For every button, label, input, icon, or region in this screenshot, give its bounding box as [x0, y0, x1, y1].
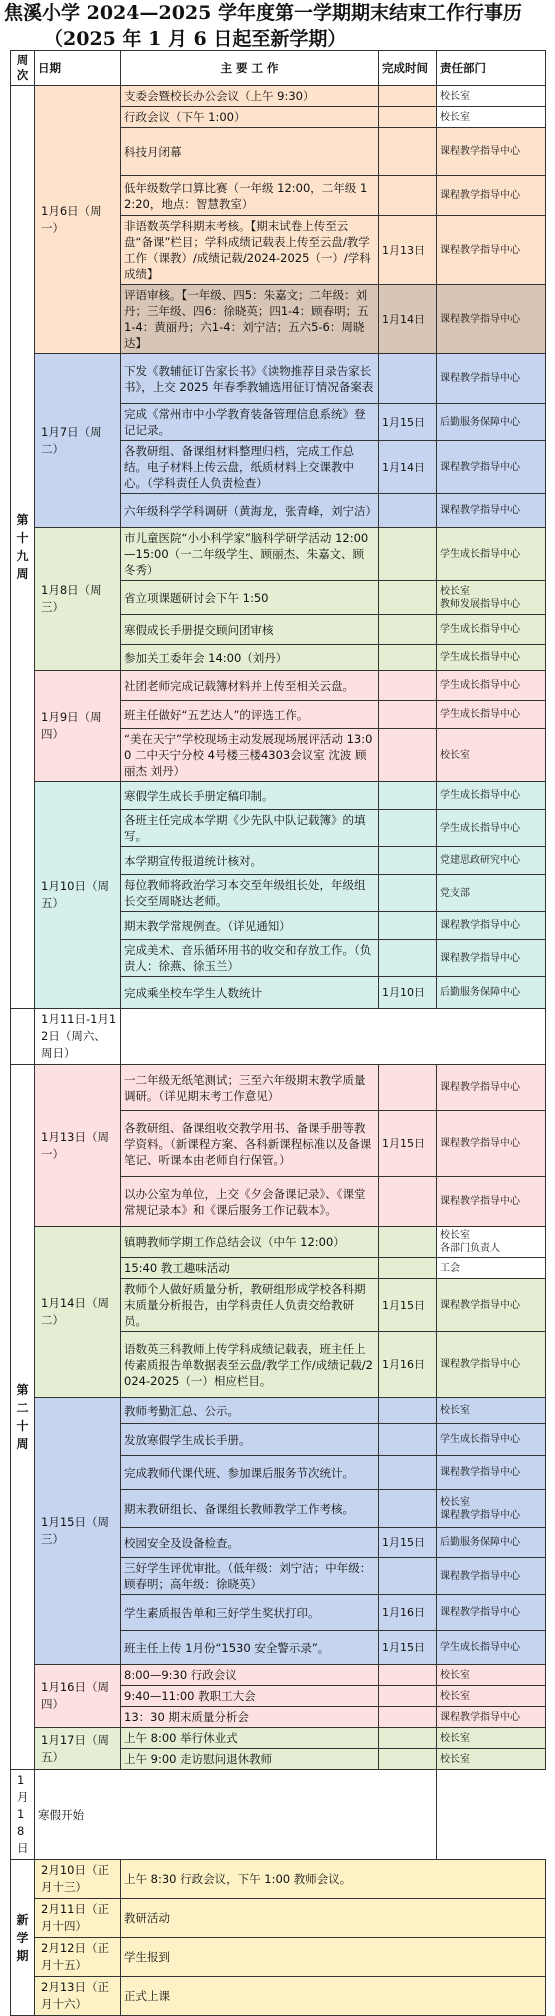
task-cell: 本学期宣传报道统计核对。 — [121, 847, 379, 875]
date-cell: 1月9日（周四） — [35, 671, 121, 782]
table-row — [11, 1398, 546, 1424]
table-row — [11, 86, 546, 107]
dept-cell: 校长室 — [437, 729, 546, 782]
dept-cell: 课程教学指导中心 — [437, 1065, 546, 1111]
table-row — [11, 1770, 546, 1860]
dept-cell: 校长室 — [437, 1728, 546, 1749]
due-cell — [379, 701, 437, 729]
dept-cell: 校长室 — [437, 1398, 546, 1424]
task-cell: 三好学生评优审批。（低年级：刘宁洁；中年级：顾春明；高年级：徐晓英） — [121, 1558, 379, 1595]
task-cell: 校园安全及设备检查。 — [121, 1528, 379, 1558]
table-row — [11, 354, 546, 404]
dept-cell: 学生成长指导中心 — [437, 528, 546, 581]
due-cell — [379, 528, 437, 581]
week-label-20: 第二十周 — [16, 1383, 29, 1451]
due-cell: 1月14日 — [379, 441, 437, 494]
due-cell — [379, 1707, 437, 1728]
header-task: 主 要 工 作 — [121, 51, 379, 86]
header-date: 日期 — [35, 51, 121, 86]
due-cell — [379, 1728, 437, 1749]
table-row — [11, 1899, 546, 1938]
due-cell — [379, 912, 437, 940]
schedule-table — [10, 50, 546, 2016]
task-cell: 寒假开始 — [35, 1770, 437, 1860]
due-cell — [379, 128, 437, 176]
due-cell — [379, 940, 437, 977]
task-cell: 9:40—11:00 教职工大会 — [121, 1686, 379, 1707]
dept-cell: 学生成长指导中心 — [437, 810, 546, 847]
task-cell: 教师考勤汇总、公示。 — [121, 1398, 379, 1424]
dept-cell: 课程教学指导中心 — [437, 1558, 546, 1595]
due-cell: 1月15日 — [379, 1279, 437, 1332]
dept-cell: 学生成长指导中心 — [437, 671, 546, 701]
table-row — [11, 671, 546, 701]
title-line-1: 焦溪小学 2024—2025 学年度第一学期期末结束工作行事历 — [4, 2, 522, 24]
due-cell: 1月15日 — [379, 1528, 437, 1558]
task-cell: 正式上课 — [121, 1977, 546, 2016]
task-cell: 期末教研组长、备课组长教师教学工作考核。 — [121, 1490, 379, 1528]
week-cell-19 — [11, 86, 35, 1009]
task-cell: 六年级科学学科调研（黄海龙，张青峰，刘宁洁） — [121, 494, 379, 528]
dept-cell: 工会 — [437, 1258, 546, 1279]
week-label-new: 新学期 — [16, 1912, 29, 1963]
due-cell — [379, 1490, 437, 1528]
date-cell: 2月10日（正月十三） — [35, 1860, 121, 1899]
dept-cell: 课程教学指导中心 — [437, 216, 546, 285]
date-cell: 1月8日（周三） — [35, 528, 121, 671]
dept-cell: 后勤服务保障中心 — [437, 404, 546, 441]
task-cell: 15:40 教工趣味活动 — [121, 1258, 379, 1279]
table-row — [11, 1227, 546, 1258]
date-cell: 1月6日（周一） — [35, 86, 121, 354]
table-row — [11, 782, 546, 810]
task-cell: 非语数英学科期末考核。【期末试卷上传至云盘“备课”栏目；学科成绩记载表上传至云盘/教学工作（课教）/成绩记载/2024-2025（一）/学科成绩】 — [121, 216, 379, 285]
dept-cell: 课程教学指导中心 — [437, 1456, 546, 1490]
table-row — [11, 1938, 546, 1977]
header-due: 完成时间 — [379, 51, 437, 86]
table-row — [11, 528, 546, 581]
date-cell: 2月12日（正月十五） — [35, 1938, 121, 1977]
dept-cell: 课程教学指导中心 — [437, 1707, 546, 1728]
due-cell — [379, 176, 437, 216]
task-cell: 以办公室为单位，上交《夕会备课记录》、《课堂常规记录本》和《课后服务工作记载本》。 — [121, 1177, 379, 1227]
due-cell — [379, 645, 437, 671]
task-cell: 教研活动 — [121, 1899, 546, 1938]
dept-cell: 课程教学指导中心 — [437, 441, 546, 494]
dept-cell: 学生成长指导中心 — [437, 1631, 546, 1665]
due-cell — [379, 1398, 437, 1424]
header-week: 周次 — [11, 51, 35, 86]
dept-cell: 课程教学指导中心 — [437, 912, 546, 940]
date-cell: 1月7日（周二） — [35, 354, 121, 528]
dept-cell: 课程教学指导中心 — [437, 1595, 546, 1631]
date-cell: 1月13日（周一） — [35, 1065, 121, 1227]
dept-cell: 学生成长指导中心 — [437, 615, 546, 645]
dept-cell: 学生成长指导中心 — [437, 1424, 546, 1456]
dept-cell: 后勤服务保障中心 — [437, 977, 546, 1009]
dept-cell: 党建思政研究中心 — [437, 847, 546, 875]
due-cell — [379, 1686, 437, 1707]
dept-cell: 校长室 — [437, 1749, 546, 1770]
task-cell: 各教研组、备课组收交教学用书、备课手册等教学资料。（新课程方案、各科新课程标准以及备课笔记、听课本由老师自行保管。） — [121, 1111, 379, 1177]
table-row — [11, 1860, 546, 1899]
task-cell: 教师个人做好质量分析，教研组形成学校各科期末质量分析报告，由学科责任人负责交给教研员。 — [121, 1279, 379, 1332]
dept-cell: 课程教学指导中心 — [437, 285, 546, 354]
due-cell — [379, 1065, 437, 1111]
due-cell — [379, 1258, 437, 1279]
due-cell: 1月15日 — [379, 1111, 437, 1177]
table-row — [11, 1977, 546, 2016]
week-cell-blank — [11, 1009, 35, 1065]
due-cell — [379, 671, 437, 701]
header-dept: 责任部门 — [437, 51, 546, 86]
due-cell — [379, 847, 437, 875]
dept-cell: 课程教学指导中心 — [437, 176, 546, 216]
dept-cell: 党支部 — [437, 875, 546, 912]
task-cell: 镇聘教师学期工作总结会议（中午 12:00） — [121, 1227, 379, 1258]
due-cell: 1月13日 — [379, 216, 437, 285]
task-cell: 8:00—9:30 行政会议 — [121, 1665, 379, 1686]
task-cell: 社团老师完成记载簿材料并上传至相关云盘。 — [121, 671, 379, 701]
task-cell: 语数英三科教师上传学科成绩记载表，班主任上传素质报告单数据表至云盘/教学工作/成绩记载/2024-2025（一）相应栏目。 — [121, 1332, 379, 1398]
task-cell: “美在天宁”学校现场主动发展现场展评活动 13:00 二中天宁分校 4号楼三楼4303会议室 沈波 顾丽杰 刘丹） — [121, 729, 379, 782]
dept-cell: 课程教学指导中心 — [437, 940, 546, 977]
week-cell-20 — [11, 1065, 35, 1770]
dept-cell: 校长室 — [437, 1665, 546, 1686]
date-cell: 1月10日（周五） — [35, 782, 121, 1009]
dept-cell: 课程教学指导中心 — [437, 128, 546, 176]
task-cell: 期末教学常规例查。（详见通知） — [121, 912, 379, 940]
task-cell: 学生报到 — [121, 1938, 546, 1977]
week-cell-new — [11, 1860, 35, 2016]
table-header-row — [11, 51, 546, 86]
task-cell: 各班主任完成本学期《少先队中队记载簿》的填写。 — [121, 810, 379, 847]
task-cell: 完成美术、音乐循环用书的收交和存放工作。（负责人：徐燕、徐玉兰） — [121, 940, 379, 977]
task-cell: 寒假学生成长手册定稿印制。 — [121, 782, 379, 810]
task-cell: 行政会议（下午 1:00） — [121, 107, 379, 128]
task-cell: 完成教师代课代班、参加课后服务节次统计。 — [121, 1456, 379, 1490]
date-cell: 1月16日（周四） — [35, 1665, 121, 1728]
dept-cell: 校长室 课程教学指导中心 — [437, 1490, 546, 1528]
task-cell: 上午 9:00 走访慰问退休教师 — [121, 1749, 379, 1770]
table-row — [11, 1065, 546, 1111]
task-cell: 班主任做好“五艺达人”的评选工作。 — [121, 701, 379, 729]
due-cell — [379, 1665, 437, 1686]
week-label-19: 第十九周 — [16, 513, 29, 581]
dept-cell: 课程教学指导中心 — [437, 354, 546, 404]
task-cell: 13：30 期末质量分析会 — [121, 1707, 379, 1728]
dept-cell: 学生成长指导中心 — [437, 645, 546, 671]
due-cell — [379, 810, 437, 847]
dept-cell: 校长室 — [437, 86, 546, 107]
due-cell — [379, 875, 437, 912]
due-cell — [379, 494, 437, 528]
table-row — [11, 1728, 546, 1749]
task-cell — [121, 1009, 546, 1065]
due-cell — [379, 1424, 437, 1456]
due-cell — [379, 1749, 437, 1770]
date-cell: 2月11日（正月十四） — [35, 1899, 121, 1938]
task-cell: 省立项课题研讨会下午 1:50 — [121, 581, 379, 615]
table-row — [11, 1009, 546, 1065]
dept-cell: 课程教学指导中心 — [437, 1177, 546, 1227]
task-cell: 支委会暨校长办公会议（上午 9:30） — [121, 86, 379, 107]
task-cell: 完成乘坐校车学生人数统计 — [121, 977, 379, 1009]
due-cell: 1月15日 — [379, 1631, 437, 1665]
date-cell: 2月13日（正月十六） — [35, 1977, 121, 2016]
task-cell: 低年级数学口算比赛（一年级 12:00，二年级 12:20，地点：智慧教室） — [121, 176, 379, 216]
task-cell: 一二年级无纸笔测试；三至六年级期末教学质量调研。（详见期末考工作意见） — [121, 1065, 379, 1111]
task-cell: 科技月闭幕 — [121, 128, 379, 176]
due-cell: 1月16日 — [379, 1332, 437, 1398]
task-cell: 学生素质报告单和三好学生奖状打印。 — [121, 1595, 379, 1631]
due-cell: 1月15日 — [379, 404, 437, 441]
task-cell: 每位教师将政治学习本交至年级组长处，年级组长交至周晓达老师。 — [121, 875, 379, 912]
due-cell — [379, 581, 437, 615]
date-cell: 1月14日（周二） — [35, 1227, 121, 1398]
dept-cell: 校长室 — [437, 107, 546, 128]
due-cell — [379, 107, 437, 128]
task-cell: 上午 8:00 举行休业式 — [121, 1728, 379, 1749]
dept-cell: 课程教学指导中心 — [437, 1279, 546, 1332]
due-cell — [379, 86, 437, 107]
dept-cell: 学生成长指导中心 — [437, 701, 546, 729]
due-cell: 1月16日 — [379, 1595, 437, 1631]
task-cell: 下发《教辅征订告家长书》《读物推荐目录告家长书》，上交 2025 年春季教辅选用征订情况备案表 — [121, 354, 379, 404]
dept-cell: 课程教学指导中心 — [437, 1111, 546, 1177]
task-cell: 评语审核。【一年级、四5：朱嘉文；二年级：刘丹；三年级、四6：徐晓英；四1-4：顾春明；五1-4：黄丽丹；六1-4：刘宁洁；五六5-6：周晓达】 — [121, 285, 379, 354]
task-cell: 完成《常州市中小学教育装备管理信息系统》登记记录。 — [121, 404, 379, 441]
task-cell: 参加关工委年会 14:00（刘丹） — [121, 645, 379, 671]
dept-cell: 后勤服务保障中心 — [437, 1528, 546, 1558]
due-cell — [379, 354, 437, 404]
due-cell — [379, 729, 437, 782]
date-cell: 1月15日（周三） — [35, 1398, 121, 1665]
dept-cell: 校长室 — [437, 1686, 546, 1707]
task-cell: 市儿童医院“小小科学家”脑科学研学活动 12:00—15:00（一二年级学生、顾丽杰、朱嘉文、顾冬秀） — [121, 528, 379, 581]
dept-cell: 校长室 各部门负责人 — [437, 1227, 546, 1258]
task-cell: 上午 8:30 行政会议，下午 1:00 教师会议。 — [121, 1860, 546, 1899]
date-cell: 1月17日（周五） — [35, 1728, 121, 1770]
due-cell — [379, 615, 437, 645]
task-cell: 发放寒假学生成长手册。 — [121, 1424, 379, 1456]
document-title — [0, 0, 555, 52]
due-cell — [379, 782, 437, 810]
task-cell: 班主任上传 1月份“1530 安全警示录”。 — [121, 1631, 379, 1665]
task-cell: 寒假成长手册提交顾问团审核 — [121, 615, 379, 645]
due-cell — [379, 1558, 437, 1595]
dept-cell: 校长室 教师发展指导中心 — [437, 581, 546, 615]
task-cell: 各教研组、备课组材料整理归档，完成工作总结。电子材料上传云盘，纸质材料上交课教中心。（学科责任人负责检查） — [121, 441, 379, 494]
date-cell: 1月11日-1月12日（周六、周日） — [35, 1009, 121, 1065]
due-cell — [379, 1456, 437, 1490]
due-cell — [379, 1177, 437, 1227]
date-cell: 1月18日 — [11, 1770, 35, 1860]
due-cell — [379, 1227, 437, 1258]
due-cell: 1月14日 — [379, 285, 437, 354]
dept-cell: 课程教学指导中心 — [437, 494, 546, 528]
title-line-2: （2025 年 1 月 6 日起至新学期） — [44, 28, 347, 50]
dept-cell: 学生成长指导中心 — [437, 782, 546, 810]
due-cell: 1月10日 — [379, 977, 437, 1009]
table-row — [11, 1665, 546, 1686]
dept-cell: 课程教学指导中心 — [437, 1332, 546, 1398]
